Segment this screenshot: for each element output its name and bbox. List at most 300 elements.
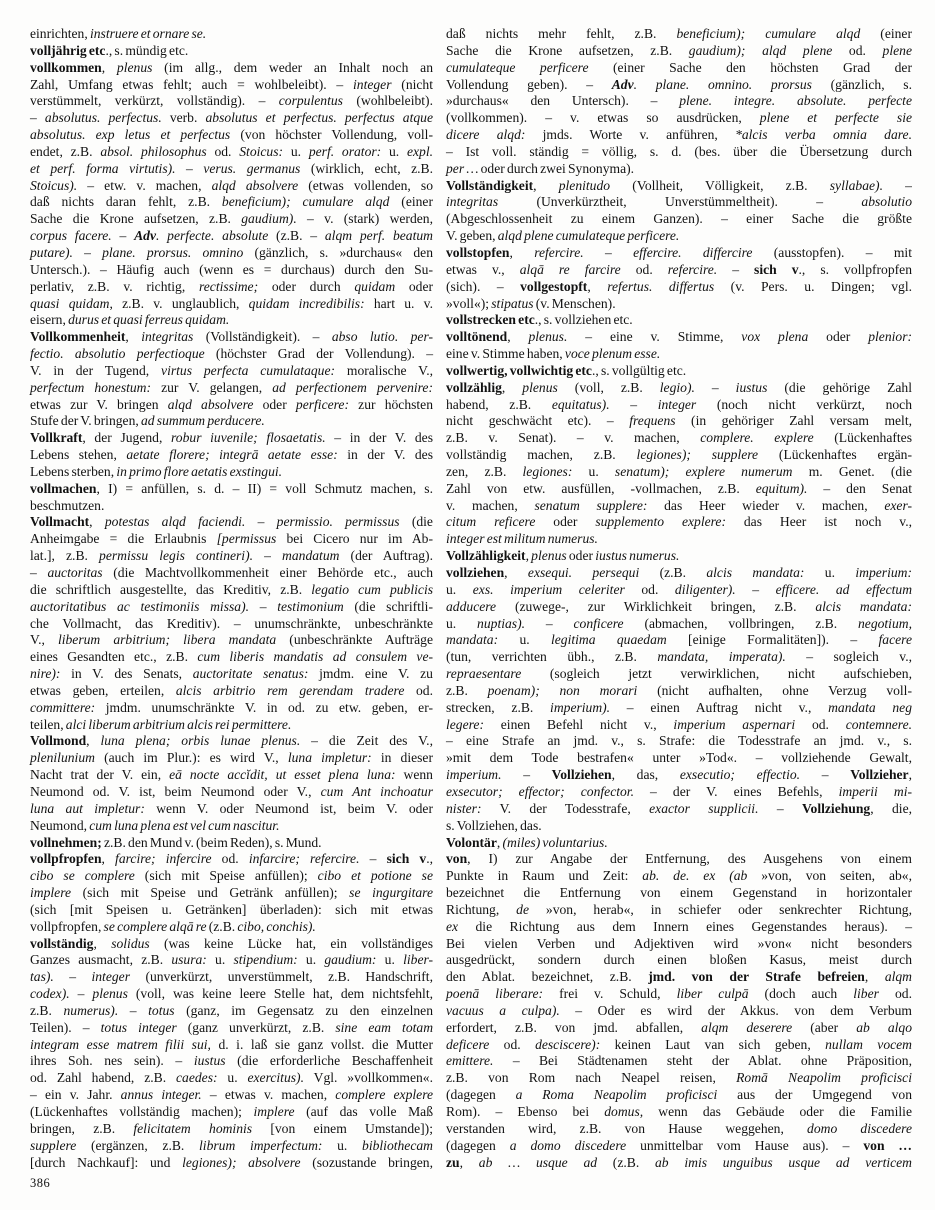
text-line [30,363,433,380]
body-text: V., [30,632,58,648]
body-text: (nicht [391,76,434,92]
body-text: Anheimgabe = die Erlaubnis [30,531,217,547]
latin-text: bibliothecam [362,1137,433,1153]
body-text: einrichten, [30,26,90,41]
body-text: habend, z.B. [446,396,552,412]
body-text: , [101,59,117,75]
latin-text: luna plena; orbis lunae plenus. [100,733,301,749]
body-text: oder [253,396,296,412]
body-text: Vgl. »vollkommen«. [303,1070,434,1086]
body-text: , I) = anfüllen, s. d. – II) = voll Schmutz machen, s. [96,480,433,496]
body-text [540,683,560,698]
latin-text: implere [253,1104,295,1119]
body-text: ., s. mündig etc. [105,42,189,58]
text-line [446,599,912,616]
body-text: das Heer ist noch v., [725,514,912,530]
latin-text: frequens [629,413,676,429]
latin-text: efficere. ad effectum [775,581,913,597]
latin-text: potestas alqd faciendi. [104,514,246,530]
headword-text: Volontär [446,834,497,850]
latin-text: exsecutio; effectio. [679,767,801,783]
text-line [30,936,433,953]
headword-text: von … [863,1137,913,1153]
body-text: (die schriftli- [343,598,433,614]
body-text: , [864,969,885,985]
text-line [30,312,433,329]
latin-text: adducere [446,598,497,614]
text-line [30,952,433,969]
text-line [446,1053,912,1070]
text-line [30,144,433,161]
body-text: vollständig machen, z.B. [446,447,637,463]
text-line [446,245,912,262]
headword-text: sich v [754,261,799,277]
body-text: »voll«); [446,295,492,311]
page-number: 386 [30,1176,51,1191]
text-line [30,1121,433,1138]
body-text: u. [217,1070,248,1086]
latin-text: facere [878,632,912,648]
body-text: , z.B. v. unglaublich, [109,295,249,311]
text-line [446,1104,912,1121]
body-text: – [800,767,851,783]
text-line [446,919,912,936]
body-text: Sache die Krone aufsetzen, z.B. [446,42,689,58]
body-text: nicht geschwächt etc). – [446,413,630,429]
text-line [30,329,433,346]
latin-text: refercire. [534,244,584,260]
body-text: (ganz unverkürzt, z.B. [176,1019,336,1035]
right-column [446,26,912,1171]
latin-text: refercire. [667,261,718,277]
latin-text: exer- [884,497,912,513]
headword-text: Vollkraft [30,430,83,446]
body-text: u. [381,143,407,159]
body-text: daß nichts mehr fehlt, z.B. [446,26,677,41]
text-line [30,885,433,902]
body-text: u. [446,581,473,597]
latin-text: absolutio [861,194,912,210]
latin-text: alqm deserere [701,1019,793,1035]
body-text: , [504,565,528,580]
body-text: , [587,278,608,294]
body-text: (abmachen, vollbringen, z.B. [623,615,858,631]
text-line [446,413,912,430]
text-line [446,60,912,77]
body-text: – in der V. des [325,430,433,446]
headword-text: vollzählig [446,379,502,395]
text-line [446,818,912,835]
body-text: eisern, [30,312,69,328]
body-text: m. Genet. (die [792,463,913,479]
latin-text: alqd plene [762,42,833,58]
latin-text: alqd plene cumulateque perficere. [497,228,680,244]
body-text: od. [206,143,240,159]
body-text: (voll, z.B. [557,379,660,395]
body-text: (unbeschränkte Aufträge [276,632,433,648]
latin-text: refertus. differtus [607,278,715,294]
body-text: d. i. laß sie ganz vollst. die Mutter [210,1036,433,1052]
headword-text: Vollständigkeit [446,177,534,193]
body-text: etwas zur V. bringen [30,396,168,412]
latin-text: cumulare alqd [302,194,390,210]
text-line [446,1020,912,1037]
latin-text: conficere [573,615,624,631]
latin-text: infarcire; refercire. [248,851,360,867]
text-line [446,1138,912,1155]
latin-text: legiones: [522,463,573,479]
body-text: – ein v. Jahr. [30,1087,121,1103]
latin-text: ab … usque ad [478,1154,598,1170]
latin-text: repraesentare [446,666,522,682]
latin-text: [permissus [216,531,277,547]
latin-text: . perfecte. absolute [155,228,269,244]
body-text: , der Jugend, [82,430,172,446]
latin-text: cibo et potione se [317,868,433,884]
body-text: die schriftlich ausgestellte, das Kreditiv, z.B. [30,581,312,597]
latin-text: durus et quasi ferreus quidam. [68,312,230,328]
body-text: – [175,160,204,176]
headword-text: volltönend [446,329,508,345]
body-text: bezeichnet die Entfernung von einem Gegenstand in horizontaler [446,885,912,901]
body-text: (sich [mit Speisen u. Getränken] überladen): sich mit etwas [30,901,433,917]
latin-text: exs. imperium celeriter [472,581,625,597]
body-text: (voll, was keine leere Stelle hat, dem nichtsfehlt, [127,986,433,1002]
body-text: (die gehörige Zahl [767,379,912,395]
latin-text: perf. orator: [308,143,382,159]
latin-text: fectio. absolutio perfectioque [30,346,205,362]
latin-text: permissio. permissus [276,514,400,530]
text-line [30,868,433,885]
body-text [745,26,765,41]
body-text: z.B. von Rom nach Neapel reisen, [446,1070,737,1086]
latin-text: iustus numerus. [595,548,680,564]
latin-text: deficere [446,1036,490,1052]
text-line [446,986,912,1003]
text-line [30,279,433,296]
text-line [446,430,912,447]
headword-text: vollziehen [446,565,505,580]
headword-text: vollwertig, vollwichtig etc [446,362,592,378]
body-text: u. [283,143,309,159]
latin-text: legitima quaedam [550,632,667,648]
body-text: – [30,110,45,126]
text-line [30,397,433,414]
body-text: Ganzes ausmacht, z.B. [30,952,172,968]
headword-text: vollstopfen [446,244,510,260]
body-text: (einer Sache den höchsten Grad der [588,59,912,75]
body-text: z.B. den Mund v. (beim Reden), s. Mund. [101,834,322,850]
body-text: Zahl, Umfang etwas fehlt; auch = wohlbeleibt). – [30,76,353,92]
latin-text: senatum supplere: [534,497,648,513]
text-line [30,801,433,818]
latin-text: complere explere [335,1087,434,1103]
body-text: – [735,581,776,597]
text-line [30,514,433,531]
latin-text: cum luna plena est vel cum nascitur. [89,817,280,833]
latin-text: testimonium [277,598,344,614]
latin-text: alcis mandata: [706,565,805,580]
latin-text: putare). [30,244,73,260]
text-line [446,127,912,144]
body-text: (auch im Plur.): es wird V., [94,750,288,766]
body-text: , [459,1154,479,1170]
text-line [30,835,433,852]
text-line [30,666,433,683]
latin-text: negotium, [857,615,912,631]
body-text: teilen, [30,716,66,732]
text-line [30,548,433,565]
text-line [446,110,912,127]
text-line [446,700,912,717]
latin-text: cibo, conchis). [237,918,316,934]
latin-text: supplere [30,1137,77,1153]
latin-text: expl. [406,143,434,159]
latin-text: numerus). [63,1002,119,1018]
body-text: s. Vollziehen, das. [446,817,542,833]
body-text: zen, z.B. [446,463,523,479]
body-text: oder durch [258,278,355,294]
body-text: endet, z.B. [30,143,101,159]
latin-text: nullam vocem [825,1036,912,1052]
body-text: V. geben, [446,228,498,244]
body-text: beschmutzen. [30,497,105,513]
latin-text: quidam incredibilis: [248,295,365,311]
body-text: keinen Laut van sich geben, [600,1036,826,1052]
latin-text: plenilunium [30,750,95,766]
text-line [446,1070,912,1087]
latin-text: equitatus). [551,396,610,412]
latin-text: stipatus [491,295,534,311]
headword-text: vollständig [30,935,94,951]
body-text: – [53,969,92,985]
latin-text: annus integer. [120,1087,202,1103]
body-text: (z.B. [206,918,238,934]
text-line [30,481,433,498]
headword-text: zu [446,1154,460,1170]
latin-text: alqm perf. beatum [324,228,433,244]
body-text: eine v. Stimme haben, [446,346,565,362]
body-text: einen Befehl nicht v., [484,716,674,732]
body-text: jmdm. unumschränkte V. in od. zu etw. geben, er- [95,699,433,715]
latin-text: integer [91,969,130,985]
text-line [446,616,912,633]
text-line [446,481,912,498]
latin-text: beneficium); [676,26,746,41]
latin-text: ab imis unguibus usque ad verticem [655,1154,913,1170]
text-line [30,26,433,43]
text-line [30,464,433,481]
text-line [30,1037,433,1054]
body-text: »von, herab«, in schiefer oder senkrechter Richtung, [529,901,912,917]
latin-text: alcis mandata: [815,598,912,614]
text-line [446,632,912,649]
text-line [446,1121,912,1138]
body-text: (z.B. – [268,228,325,244]
text-line [30,77,433,94]
text-line [30,582,433,599]
body-text: ., s. vollgültig etc. [591,362,687,378]
body-text: oder [535,514,596,530]
text-line [30,296,433,313]
body-text: strecken, z.B. [446,699,551,715]
body-text: »von, von seiten, ab«, [747,868,912,884]
body-text: bei Cicero nur im Ab- [276,531,433,547]
text-line [446,279,912,296]
body-text: Bei vielen Verben und Adjektiven wird »von« nicht besonders [446,935,912,951]
latin-text: imperii mi- [838,783,913,799]
body-text: (einer [389,194,433,210]
body-text: – [253,548,283,564]
body-text: V. in der Tugend, [30,362,162,378]
latin-text: a domo discedere [509,1137,627,1153]
body-text: ., [426,851,433,867]
latin-text: verus. germanus [203,160,301,176]
latin-text: contemnere. [845,716,913,732]
text-line [446,565,912,582]
body-text: wenn V. oder Neumond ist, beim V. oder [144,800,433,816]
body-text: [von einem Umstande]); [252,1120,433,1136]
text-line [446,969,912,986]
latin-text: plene [882,42,912,58]
body-text: – die Zeit des V., [300,733,433,749]
text-line [30,1003,433,1020]
latin-text: instruere et ornare se. [89,26,207,41]
latin-text: supplemento explere: [595,514,726,530]
body-text: – etwas v. machen, [201,1087,336,1103]
body-text: eines Gesandten etc., z.B. [30,649,198,665]
headword-text: von [446,851,468,867]
text-line [446,43,912,60]
latin-text: domus, [604,1104,644,1119]
body-text: (sogleich jetzt verwirklichen, nicht aufschieben, [521,666,912,682]
body-text: etwas geben, erteilen, [30,682,176,698]
text-line [446,952,912,969]
latin-text: vox plena [741,329,809,345]
latin-text: absol. philosophus [100,143,207,159]
body-text: , [509,244,535,260]
body-text: ausgedrückt, sondern durch einen bloßen Kasus, meist durch [446,952,912,968]
headword-text: volljährig etc [30,42,106,58]
body-text: (etwas vollenden, so [298,177,433,193]
body-text: ihres Soh. nes sein). – [30,1053,194,1069]
text-line [446,1003,912,1020]
text-line [446,784,912,801]
text-line [446,868,912,885]
body-text: – [583,244,634,260]
body-text: (Unverkürztheit, Unverstümmeltheit). – [498,194,862,210]
text-line [30,413,433,430]
headword-text: vollstrecken etc [446,312,535,328]
latin-text: auctoritate senatus: [192,666,309,682]
latin-text: de [516,901,529,917]
latin-text: poenā liberare: [446,986,544,1002]
headword-text: Vollmond [30,733,87,749]
body-text: oder [566,548,596,564]
body-text [669,464,685,479]
latin-text: implere [30,885,72,901]
text-line [30,447,433,464]
latin-text: solidus [111,935,150,951]
text-line [30,683,433,700]
body-text: Vollendung geben). – [446,76,612,92]
headword-text: Adv [611,76,634,92]
text-line [30,1104,433,1121]
body-text: »durchaus« den Untersch). – [446,93,680,109]
latin-text: domo discedere [807,1120,912,1136]
body-text: jmdm. eine V. zu [308,666,433,682]
latin-text: legiones); [636,447,691,463]
latin-text: plenitudo [558,177,611,193]
body-text: (einer [860,26,912,41]
latin-text: absolvere [248,1154,301,1170]
latin-text: Stoicus). [30,177,78,193]
text-line [446,514,912,531]
latin-text: exactor supplicii. [649,800,759,816]
latin-text: mandata, imperata). [657,649,786,665]
headword-text: Vollzähligkeit [446,548,526,564]
body-text: (v. Menschen). [533,295,616,311]
body-text [236,1155,248,1170]
body-text: (der Auftrag). [339,548,433,564]
body-text: (wohlbeleibt). [342,93,433,109]
body-text: Lebens stehen, [30,447,127,463]
left-column [30,26,433,1171]
body-text: (höchster Grad der Vollendung). – [204,346,433,362]
body-text: [einige Formalitäten]). – [666,632,879,648]
text-line [446,767,912,784]
text-line [30,262,433,279]
text-line [446,346,912,363]
body-text: (ergänzen, z.B. [76,1137,200,1153]
body-text: (die erforderliche Beschaffenheit [225,1053,433,1069]
text-line [30,902,433,919]
body-text: od. Zahl habend, z.B. [30,1070,176,1086]
body-text: vollpfropfen, [30,918,104,934]
latin-text: integritas [446,194,499,210]
latin-text: gaudium); [688,42,746,58]
text-line [30,1070,433,1087]
body-text: u. [446,615,478,631]
text-line [30,649,433,666]
latin-text: Stoicus: [239,143,284,159]
body-text: (die Machtvollkommenheit einer Behörde etc., auch [102,565,433,580]
body-text: erfordert, z.B. von jmd. abfallen, [446,1019,702,1035]
latin-text: absolutus. perfectus. [44,110,162,126]
latin-text: rectissime; [198,278,259,294]
body-text: – der V. eines Befehls, [634,783,839,799]
body-text: – eine v. Stimme, [567,329,742,345]
body-text [745,43,762,58]
body-text: u. [572,463,615,479]
body-text: zur höchsten [349,396,434,412]
latin-text: cum liberis mandatis ad consulem ve- [197,649,434,665]
latin-text: liber [853,986,879,1002]
latin-text: in primo flore aetatis exstingui. [116,463,283,479]
latin-text: plenior: [868,329,913,345]
body-text: perlativ, z.B. v. richtig, [30,278,199,294]
text-line [446,178,912,195]
text-line [30,733,433,750]
text-line [446,93,912,110]
body-text: , das, [611,767,680,783]
latin-text: felicitatem hominis [133,1120,253,1136]
body-text: bringen, z.B. [30,1120,134,1136]
body-text: – [525,615,574,631]
body-text: , [908,767,912,783]
body-text: »mit dem Tode bestrafen« unter »Tod«. – vollziehende Gewalt, [446,750,912,766]
latin-text: exsequi. persequi [527,565,640,580]
